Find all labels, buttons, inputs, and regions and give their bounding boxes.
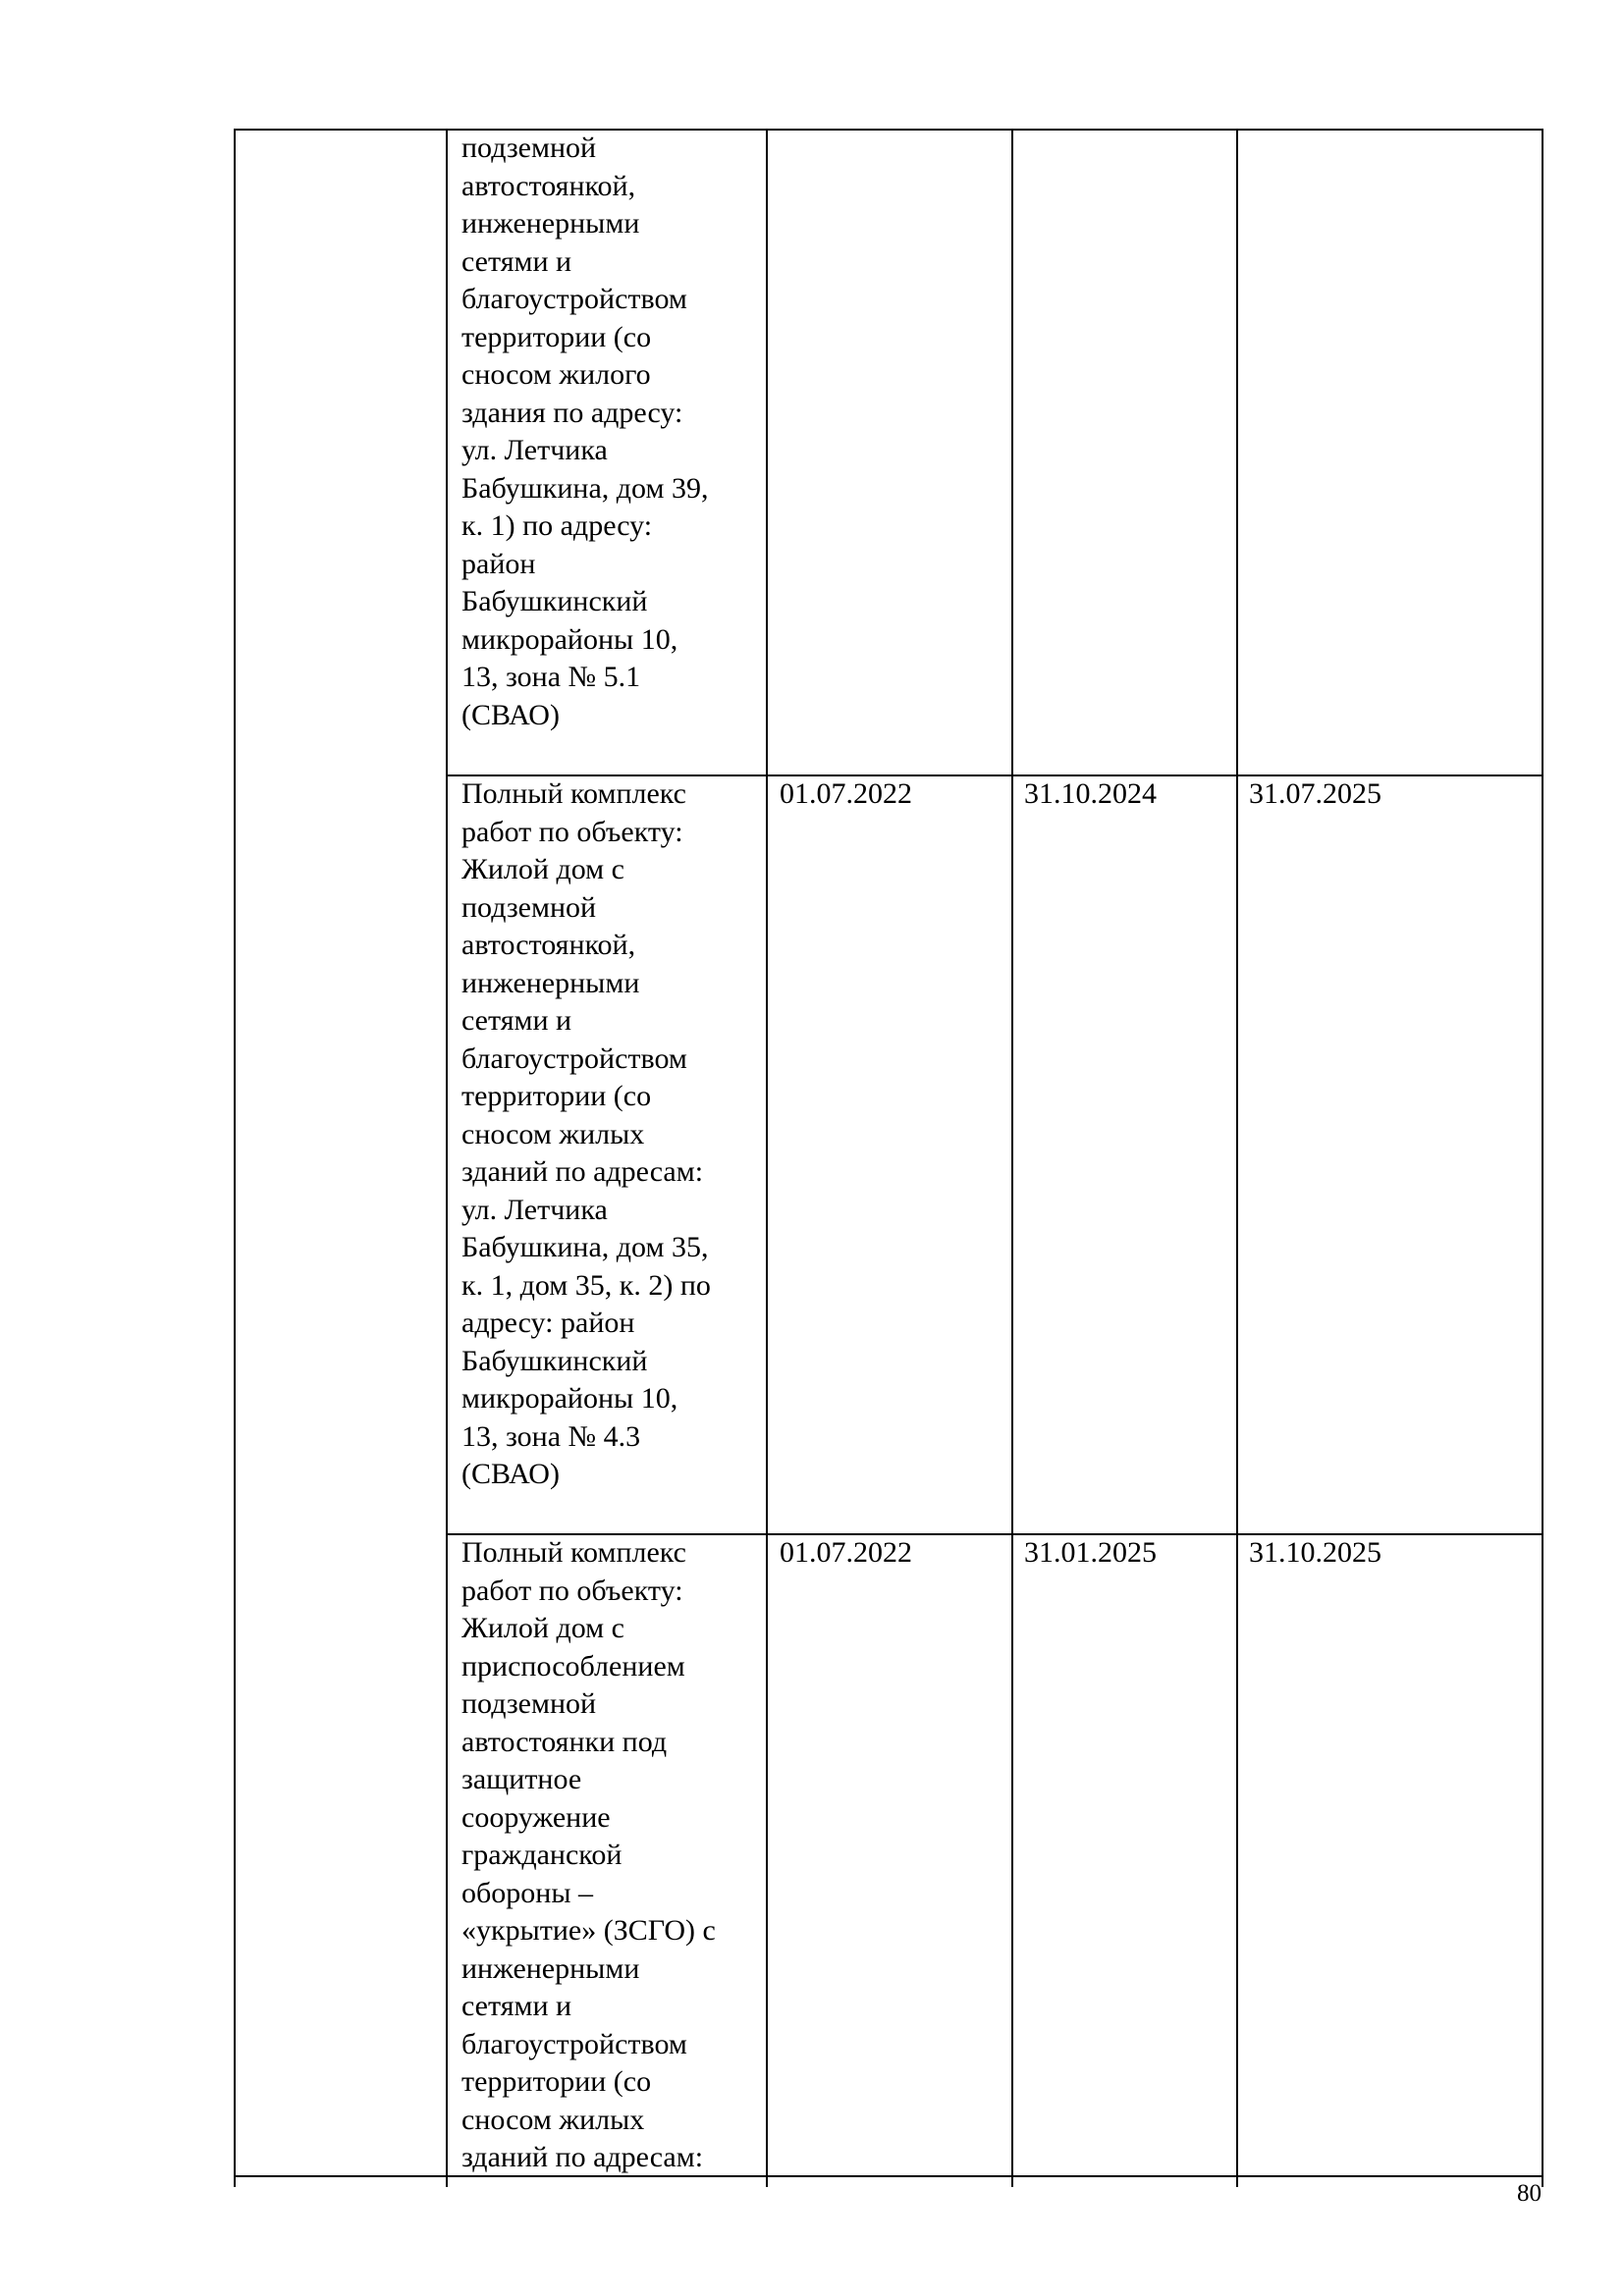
table-border-bottom xyxy=(234,2175,1543,2177)
work-description-cell: Полный комплекс работ по объекту: Жилой дом с приспособлением подземной автостоянки под защитное сооружение гражданской обороны – «укрытие» (ЗСГО) с инженерными сетями и благоустройством территории (со сносом жилых зданий по адресам: xyxy=(461,1536,716,2173)
column-separator-4 xyxy=(1236,129,1238,2187)
page-number: 80 xyxy=(1517,2180,1542,2207)
table-border-top xyxy=(234,129,1543,131)
end-date-cell: 31.10.2025 xyxy=(1249,1536,1381,1569)
start-date-cell: 01.07.2022 xyxy=(780,1536,912,1569)
table-border-left xyxy=(234,129,236,2187)
work-description-cell: Полный комплекс работ по объекту: Жилой дом с подземной автостоянкой, инженерными сетями и благоустройством территории (со сносом жилых зданий по адресам: ул. Летчика Бабушкина, дом 35, к. 1, дом 35, к. 2) по адресу: район Бабушкинский микрорайоны 10, 13, зона № 4.3 (СВАО) xyxy=(461,777,711,1490)
column-separator-3 xyxy=(1011,129,1013,2187)
column-separator-1 xyxy=(446,129,448,2187)
column-separator-2 xyxy=(766,129,768,2187)
intermediate-date-cell: 31.01.2025 xyxy=(1024,1536,1157,1569)
work-description-cell: подземной автостоянкой, инженерными сетями и благоустройством территории (со сносом жилого здания по адресу: ул. Летчика Бабушкина, дом 39, к. 1) по адресу: район Бабушкинский микрорайоны 10, 13, зона № 5.1 (СВАО) xyxy=(461,132,709,731)
end-date-cell: 31.07.2025 xyxy=(1249,777,1381,810)
table-border-right xyxy=(1542,129,1543,2187)
start-date-cell: 01.07.2022 xyxy=(780,777,912,810)
intermediate-date-cell: 31.10.2024 xyxy=(1024,777,1157,810)
